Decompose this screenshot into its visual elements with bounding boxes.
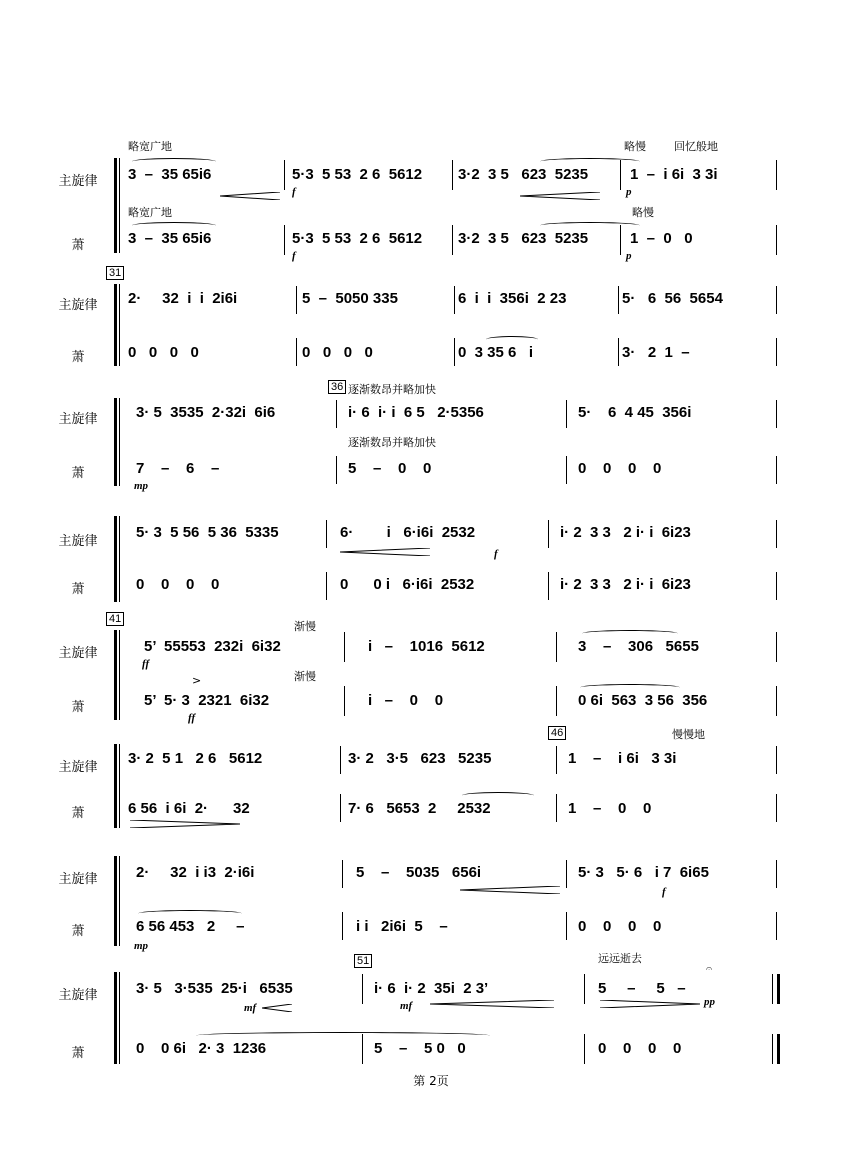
barline xyxy=(556,794,557,822)
bar-melody-3: 3·2 3 5 623 5235 xyxy=(458,166,589,183)
measure-number: 36 xyxy=(328,380,346,394)
bar-xiao-1: 3 – 35 65i6 xyxy=(128,230,212,247)
bar-melody-1: 5’ 55553 232i 6i32 xyxy=(144,638,281,655)
barline xyxy=(454,338,455,366)
barline xyxy=(326,572,327,600)
slur xyxy=(486,336,538,343)
instrument-label-melody: 主旋律 xyxy=(58,760,98,775)
slur xyxy=(132,158,216,165)
barline xyxy=(336,456,337,484)
page-number: 第 2页 xyxy=(413,1074,449,1088)
slur xyxy=(132,222,216,229)
crescendo-hairpin xyxy=(460,886,560,894)
bar-xiao-3: 1 – 0 0 xyxy=(568,800,652,817)
measure-number: 51 xyxy=(354,954,372,968)
barline xyxy=(776,632,777,662)
system-bracket-line xyxy=(119,630,120,720)
barline xyxy=(326,520,327,548)
barline xyxy=(556,746,557,774)
bar-xiao-2: i i 2i6i 5 – xyxy=(356,918,448,935)
barline xyxy=(776,860,777,888)
barline xyxy=(776,686,777,716)
bar-melody-2: 5 – 5050 335 xyxy=(302,290,398,307)
decrescendo-hairpin xyxy=(600,1000,700,1008)
final-barline xyxy=(772,974,780,1004)
barline xyxy=(284,225,285,255)
bar-melody-3: 5· 6 4 45 356i xyxy=(578,404,692,421)
barline xyxy=(776,456,777,484)
bar-xiao-3: i· 2 3 3 2 i· i 6i23 xyxy=(560,576,691,593)
bar-xiao-4: 3· 2 1 – xyxy=(622,344,690,361)
instrument-label-melody: 主旋律 xyxy=(58,646,98,661)
barline xyxy=(452,225,453,255)
barline xyxy=(776,794,777,822)
instrument-label-xiao: 萧 xyxy=(71,238,85,253)
barline xyxy=(556,632,557,662)
barline xyxy=(344,686,345,716)
barline xyxy=(566,400,567,428)
bar-melody-1: 2· 32 i i3 2·i6i xyxy=(136,864,255,881)
instrument-label-melody: 主旋律 xyxy=(58,174,98,189)
bar-melody-2: 3· 2 3·5 623 5235 xyxy=(348,750,492,767)
barline xyxy=(776,160,777,190)
bar-melody-2: i· 6 i· i 6 5 2·5356 xyxy=(348,404,484,421)
bar-melody-3: 1 – i 6i 3 3i xyxy=(568,750,677,767)
crescendo-hairpin xyxy=(430,1000,554,1008)
bar-xiao-2: 0 0 i 6·i6i 2532 xyxy=(340,576,475,593)
barline xyxy=(340,794,341,822)
barline xyxy=(284,160,285,190)
instrument-label-melody: 主旋律 xyxy=(58,988,98,1003)
barline xyxy=(362,974,363,1004)
instrument-label-xiao: 萧 xyxy=(71,466,85,481)
tempo-mark: 略慢 xyxy=(624,140,646,153)
bar-xiao-2: i – 0 0 xyxy=(368,692,444,709)
barline xyxy=(776,746,777,774)
barline xyxy=(776,225,777,255)
bar-xiao-2: 5 – 0 0 xyxy=(348,460,432,477)
bar-melody-2: 5 – 5035 656i xyxy=(356,864,482,881)
barline xyxy=(776,520,777,548)
bar-melody-1: 3· 5 3535 2·32i 6i6 xyxy=(136,404,276,421)
barline xyxy=(584,974,585,1004)
bar-melody-2: i – 1016 5612 xyxy=(368,638,485,655)
tempo-mark: 渐慢 xyxy=(294,670,316,683)
accent-mark: > xyxy=(192,674,202,687)
barline xyxy=(548,572,549,600)
instrument-label-xiao: 萧 xyxy=(71,700,85,715)
bar-melody-3: 3 – 306 5655 xyxy=(578,638,699,655)
barline xyxy=(566,860,567,888)
system-bracket-line xyxy=(119,158,120,253)
crescendo-hairpin xyxy=(220,192,280,200)
bar-melody-2: 5·3 5 53 2 6 5612 xyxy=(292,166,423,183)
dynamic-mark: ff xyxy=(188,712,196,724)
tempo-mark: 略宽广地 xyxy=(128,140,172,153)
crescendo-hairpin xyxy=(262,1004,292,1012)
bar-melody-4: 5· 6 56 5654 xyxy=(622,290,723,307)
bar-xiao-2: 0 0 0 0 xyxy=(302,344,373,361)
instrument-label-xiao: 萧 xyxy=(71,350,85,365)
dynamic-mark: p xyxy=(626,186,632,198)
bar-melody-2: 6· i 6·i6i 2532 xyxy=(340,524,476,541)
dynamic-mark: mp xyxy=(134,940,149,952)
bar-melody-3: 5· 3 5· 6 i 7 6i65 xyxy=(578,864,709,881)
barline xyxy=(296,286,297,314)
system-brace xyxy=(114,516,117,602)
barline xyxy=(566,456,567,484)
bar-xiao-1: 7 – 6 – xyxy=(136,460,220,477)
instrument-label-xiao: 萧 xyxy=(71,582,85,597)
bar-melody-3: 6 i i 356i 2 23 xyxy=(458,290,567,307)
dynamic-mark: pp xyxy=(704,996,715,1008)
system-bracket-line xyxy=(119,398,120,486)
bar-melody-1: 5· 3 5 56 5 36 5335 xyxy=(136,524,279,541)
system-brace xyxy=(114,398,117,486)
bar-melody-1: 2· 32 i i 2i6i xyxy=(128,290,238,307)
bar-xiao-4: 1 – 0 0 xyxy=(630,230,693,247)
bar-melody-1: 3· 5 3·535 25·i 6535 xyxy=(136,980,293,997)
measure-number: 41 xyxy=(106,612,124,626)
fermata-icon: 𝄐 xyxy=(706,962,713,975)
system-brace xyxy=(114,284,117,366)
instrument-label-melody: 主旋律 xyxy=(58,872,98,887)
barline xyxy=(584,1034,585,1064)
decrescendo-hairpin xyxy=(130,820,240,828)
tempo-mark: 略宽广地 xyxy=(128,206,172,219)
barline xyxy=(776,400,777,428)
barline xyxy=(620,225,621,255)
instrument-label-xiao: 萧 xyxy=(71,806,85,821)
bar-xiao-1: 6 56 453 2 – xyxy=(136,918,245,935)
bar-melody-1: 3· 2 5 1 2 6 5612 xyxy=(128,750,263,767)
dynamic-mark: p xyxy=(626,250,632,262)
barline xyxy=(344,632,345,662)
barline xyxy=(776,286,777,314)
barline xyxy=(618,286,619,314)
bar-xiao-1: 0 0 6i 2· 3 1236 xyxy=(136,1040,267,1057)
bar-xiao-1: 6 56 i 6i 2· 32 xyxy=(128,800,250,817)
bar-melody-3: i· 2 3 3 2 i· i 6i23 xyxy=(560,524,691,541)
instrument-label-xiao: 萧 xyxy=(71,1046,85,1061)
tempo-mark: 逐渐数昂并略加快 xyxy=(348,383,436,396)
bar-melody-3: 5 – 5 – xyxy=(598,980,686,997)
instrument-label-melody: 主旋律 xyxy=(58,298,98,313)
dynamic-mark: ff xyxy=(142,658,150,670)
instrument-label-xiao: 萧 xyxy=(71,924,85,939)
tempo-mark: 渐慢 xyxy=(294,620,316,633)
measure-number: 31 xyxy=(106,266,124,280)
dynamic-mark: f xyxy=(292,250,296,262)
bar-melody-1: 3 – 35 65i6 xyxy=(128,166,212,183)
barline xyxy=(548,520,549,548)
system-brace xyxy=(114,972,117,1064)
barline xyxy=(336,400,337,428)
system-brace xyxy=(114,630,117,720)
barline xyxy=(452,160,453,190)
expression-mark: 远远逝去 xyxy=(598,952,642,965)
system-bracket-line xyxy=(119,972,120,1064)
bar-xiao-3: 3·2 3 5 623 5235 xyxy=(458,230,589,247)
tempo-mark: 略慢 xyxy=(632,206,654,219)
barline xyxy=(342,860,343,888)
barline xyxy=(618,338,619,366)
bar-xiao-3: 0 0 0 0 xyxy=(578,918,662,935)
dynamic-mark: f xyxy=(494,548,498,560)
instrument-label-melody: 主旋律 xyxy=(58,412,98,427)
slur xyxy=(462,792,534,799)
slur xyxy=(196,1032,490,1039)
barline xyxy=(454,286,455,314)
barline xyxy=(340,746,341,774)
slur xyxy=(540,222,640,229)
final-barline xyxy=(772,1034,780,1064)
bar-melody-2: i· 6 i· 2 35i 2 3’ xyxy=(374,980,489,997)
dynamic-mark: f xyxy=(292,186,296,198)
slur xyxy=(580,684,680,691)
dynamic-mark: mf xyxy=(244,1002,257,1014)
dynamic-mark: f xyxy=(662,886,666,898)
barline xyxy=(776,572,777,600)
slur xyxy=(582,630,678,637)
tempo-mark: 慢慢地 xyxy=(672,728,705,741)
tempo-mark: 逐渐数昂并略加快 xyxy=(348,436,436,449)
slur xyxy=(138,910,242,917)
system-bracket-line xyxy=(119,516,120,602)
measure-number: 46 xyxy=(548,726,566,740)
bar-melody-4: 1 – i 6i 3 3i xyxy=(630,166,718,183)
system-bracket-line xyxy=(119,856,120,946)
dynamic-mark: mf xyxy=(400,1000,413,1012)
slur xyxy=(540,158,640,165)
system-brace xyxy=(114,856,117,946)
bar-xiao-3: 0 0 0 0 xyxy=(598,1040,682,1057)
crescendo-hairpin xyxy=(520,192,600,200)
barline xyxy=(776,338,777,366)
system-brace xyxy=(114,158,117,253)
bar-xiao-3: 0 6i 563 3 56 356 xyxy=(578,692,708,709)
bar-xiao-1: 0 0 0 0 xyxy=(128,344,199,361)
bar-xiao-2: 5·3 5 53 2 6 5612 xyxy=(292,230,423,247)
crescendo-hairpin xyxy=(340,548,430,556)
bar-xiao-3: 0 3 35 6 i xyxy=(458,344,534,361)
bar-xiao-3: 0 0 0 0 xyxy=(578,460,662,477)
barline xyxy=(296,338,297,366)
system-bracket-line xyxy=(119,744,120,828)
system-bracket-line xyxy=(119,284,120,366)
bar-xiao-2: 5 – 5 0 0 xyxy=(374,1040,466,1057)
bar-xiao-1: 0 0 0 0 xyxy=(136,576,220,593)
system-brace xyxy=(114,744,117,828)
bar-xiao-1: 5’ 5· 3 2321 6i32 xyxy=(144,692,270,709)
expression-mark: 回忆般地 xyxy=(674,140,718,153)
barline xyxy=(556,686,557,716)
dynamic-mark: mp xyxy=(134,480,149,492)
barline xyxy=(776,912,777,940)
barline xyxy=(566,912,567,940)
instrument-label-melody: 主旋律 xyxy=(58,534,98,549)
barline xyxy=(342,912,343,940)
bar-xiao-2: 7· 6 5653 2 2532 xyxy=(348,800,491,817)
